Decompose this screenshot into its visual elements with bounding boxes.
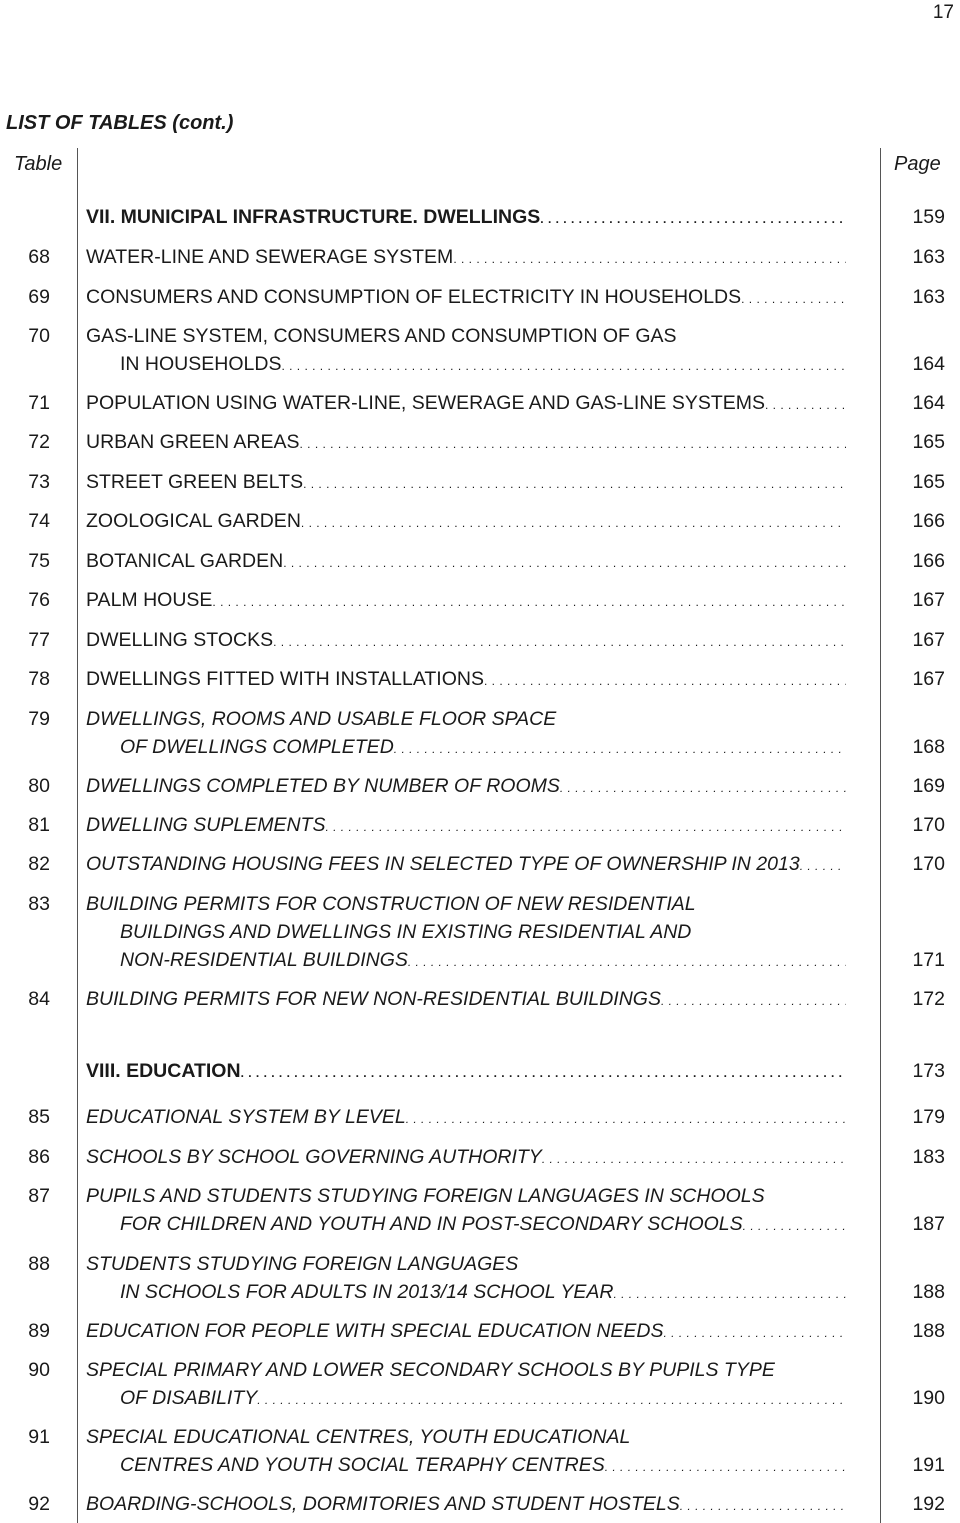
page-number: 17 — [932, 2, 954, 23]
table-number: 79 — [28, 708, 50, 730]
table-number: 81 — [28, 814, 50, 836]
title-line — [86, 850, 846, 880]
page-reference: 165 — [912, 431, 945, 453]
page-reference: 170 — [912, 814, 945, 836]
table-number: 82 — [28, 853, 50, 875]
title-text: DWELLINGS COMPLETED BY NUMBER OF ROOMS — [86, 775, 560, 797]
title-text: BUILDING PERMITS FOR NEW NON-RESIDENTIAL BUILDINGS — [86, 988, 661, 1010]
list-item — [0, 322, 960, 378]
title-text: NON-RESIDENTIAL BUILDINGS — [120, 949, 408, 971]
title-line — [86, 985, 846, 1015]
page-reference: 166 — [912, 510, 945, 532]
dot-leader — [664, 1317, 846, 1347]
page-reference: 173 — [912, 1060, 945, 1082]
title-line — [86, 772, 846, 802]
title-line — [86, 733, 846, 763]
table-title — [86, 468, 846, 498]
table-number: 77 — [28, 629, 50, 651]
table-title — [86, 283, 846, 313]
dot-leader — [741, 283, 846, 313]
list-item — [0, 1182, 960, 1238]
list-item — [0, 203, 960, 231]
title-line: DWELLINGS, ROOMS AND USABLE FLOOR SPACE — [86, 708, 557, 730]
table-title — [86, 705, 846, 763]
dot-leader — [560, 772, 846, 802]
list-item — [0, 507, 960, 535]
list-item — [0, 547, 960, 575]
title-text: FOR CHILDREN AND YOUTH AND IN POST-SECONDARY SCHOOLS — [120, 1213, 743, 1235]
page-reference: 192 — [912, 1493, 945, 1515]
table-number: 86 — [28, 1146, 50, 1168]
title-text: IN HOUSEHOLDS — [120, 353, 282, 375]
table-title — [86, 850, 846, 880]
dot-leader — [241, 1057, 846, 1087]
table-title — [86, 1317, 846, 1347]
dot-leader — [301, 507, 846, 537]
dot-leader — [212, 586, 846, 616]
title-line — [86, 665, 846, 695]
dot-leader — [303, 468, 846, 498]
title-line — [86, 1317, 846, 1347]
title-line: STUDENTS STUDYING FOREIGN LANGUAGES — [86, 1253, 519, 1275]
title-text: WATER-LINE AND SEWERAGE SYSTEM — [86, 246, 454, 268]
title-line — [86, 243, 846, 273]
title-text: BOTANICAL GARDEN — [86, 550, 284, 572]
dot-leader — [408, 946, 846, 976]
list-item — [0, 1143, 960, 1171]
dot-leader — [680, 1490, 846, 1520]
table-number: 88 — [28, 1253, 50, 1275]
list-item — [0, 772, 960, 800]
page-reference: 167 — [912, 629, 945, 651]
page-reference: 187 — [912, 1213, 945, 1235]
table-number: 89 — [28, 1320, 50, 1342]
title-line: PUPILS AND STUDENTS STUDYING FOREIGN LANGUAGES IN SCHOOLS — [86, 1185, 765, 1207]
dot-leader — [283, 547, 846, 577]
dot-leader — [273, 626, 846, 656]
table-number: 92 — [28, 1493, 50, 1515]
title-text: DWELLINGS FITTED WITH INSTALLATIONS — [86, 668, 484, 690]
page-reference: 179 — [912, 1106, 945, 1128]
dot-leader — [743, 1210, 846, 1240]
page-reference: 169 — [912, 775, 945, 797]
table-title — [86, 389, 846, 419]
dot-leader — [800, 850, 846, 880]
list-item — [0, 1317, 960, 1345]
table-number: 87 — [28, 1185, 50, 1207]
table-number: 80 — [28, 775, 50, 797]
list-title: LIST OF TABLES (cont.) — [6, 112, 234, 134]
title-text: VII. MUNICIPAL INFRASTRUCTURE. DWELLINGS — [86, 206, 541, 228]
table-title — [86, 1423, 846, 1481]
title-text: OUTSTANDING HOUSING FEES IN SELECTED TYPE OF OWNERSHIP IN 2013 — [86, 853, 800, 875]
list-item — [0, 1057, 960, 1085]
title-line — [86, 203, 846, 233]
title-line — [86, 283, 846, 313]
title-line — [86, 1490, 846, 1520]
dot-leader — [406, 1103, 846, 1133]
page-reference: 164 — [912, 392, 945, 414]
page-reference: 188 — [912, 1320, 945, 1342]
dot-leader — [765, 389, 846, 419]
title-text: PALM HOUSE — [86, 589, 213, 611]
dot-leader — [484, 665, 846, 695]
title-line — [86, 811, 846, 841]
table-number: 72 — [28, 431, 50, 453]
dot-leader — [299, 428, 846, 458]
list-item — [0, 586, 960, 614]
page-reference: 166 — [912, 550, 945, 572]
table-title — [86, 428, 846, 458]
title-text: DWELLING STOCKS — [86, 629, 274, 651]
dot-leader — [325, 811, 846, 841]
table-number: 78 — [28, 668, 50, 690]
page-reference: 172 — [912, 988, 945, 1010]
table-number: 70 — [28, 325, 50, 347]
table-title — [86, 507, 846, 537]
list-item — [0, 283, 960, 311]
dot-leader — [661, 985, 846, 1015]
table-title — [86, 811, 846, 841]
table-title — [86, 626, 846, 656]
title-text: OF DISABILITY — [120, 1387, 258, 1409]
list-item — [0, 890, 960, 974]
list-item — [0, 705, 960, 761]
list-item — [0, 468, 960, 496]
dot-leader — [394, 733, 846, 763]
page-reference: 171 — [912, 949, 945, 971]
table-title — [86, 1356, 846, 1414]
title-text: POPULATION USING WATER-LINE, SEWERAGE AND GAS-LINE SYSTEMS — [86, 392, 766, 414]
title-line — [86, 350, 846, 380]
list-item — [0, 626, 960, 654]
table-number: 71 — [28, 392, 50, 414]
title-line — [86, 1057, 846, 1087]
title-text: EDUCATION FOR PEOPLE WITH SPECIAL EDUCATION NEEDS — [86, 1320, 664, 1342]
title-line: SPECIAL EDUCATIONAL CENTRES, YOUTH EDUCATIONAL — [86, 1426, 631, 1448]
dot-leader — [540, 203, 846, 233]
dot-leader — [542, 1143, 846, 1173]
page-reference: 183 — [912, 1146, 945, 1168]
dot-leader — [613, 1278, 846, 1308]
list-item — [0, 243, 960, 271]
page-reference: 191 — [912, 1454, 945, 1476]
title-text: CONSUMERS AND CONSUMPTION OF ELECTRICITY IN HOUSEHOLDS — [86, 286, 742, 308]
dot-leader — [281, 350, 846, 380]
title-text: CENTRES AND YOUTH SOCIAL TERAPHY CENTRES — [120, 1454, 605, 1476]
section-heading — [86, 1057, 846, 1087]
page-reference: 164 — [912, 353, 945, 375]
title-line — [86, 428, 846, 458]
list-item — [0, 389, 960, 417]
title-text: EDUCATIONAL SYSTEM BY LEVEL — [86, 1106, 406, 1128]
title-text: IN SCHOOLS FOR ADULTS IN 2013/14 SCHOOL YEAR — [120, 1281, 614, 1303]
table-title — [86, 1490, 846, 1520]
list-item — [0, 850, 960, 878]
title-line — [86, 946, 846, 976]
table-title — [86, 665, 846, 695]
title-line — [86, 1143, 846, 1173]
title-line — [86, 1103, 846, 1133]
list-item — [0, 811, 960, 839]
dot-leader — [257, 1384, 846, 1414]
page-reference: 163 — [912, 286, 945, 308]
table-title — [86, 586, 846, 616]
page-reference: 163 — [912, 246, 945, 268]
table-number: 68 — [28, 246, 50, 268]
table-number: 84 — [28, 988, 50, 1010]
title-line: SPECIAL PRIMARY AND LOWER SECONDARY SCHOOLS BY PUPILS TYPE — [86, 1359, 775, 1381]
table-title — [86, 985, 846, 1015]
table-number: 76 — [28, 589, 50, 611]
title-line — [86, 1278, 846, 1308]
title-line — [86, 389, 846, 419]
page-reference: 188 — [912, 1281, 945, 1303]
table-title — [86, 1182, 846, 1240]
title-text: VIII. EDUCATION — [86, 1060, 241, 1082]
list-item — [0, 985, 960, 1013]
title-text: ZOOLOGICAL GARDEN — [86, 510, 301, 532]
page-reference: 165 — [912, 471, 945, 493]
table-title — [86, 1250, 846, 1308]
table-number: 90 — [28, 1359, 50, 1381]
page-reference: 170 — [912, 853, 945, 875]
table-number: 91 — [28, 1426, 50, 1448]
table-title — [86, 1143, 846, 1173]
list-item — [0, 1423, 960, 1479]
title-line — [86, 626, 846, 656]
title-line — [86, 547, 846, 577]
title-text: URBAN GREEN AREAS — [86, 431, 300, 453]
table-number: 69 — [28, 286, 50, 308]
page-reference: 168 — [912, 736, 945, 758]
list-item — [0, 428, 960, 456]
table-title — [86, 322, 846, 380]
page-reference: 167 — [912, 589, 945, 611]
list-item — [0, 1490, 960, 1518]
title-line: GAS-LINE SYSTEM, CONSUMERS AND CONSUMPTION OF GAS — [86, 325, 677, 347]
table-title — [86, 772, 846, 802]
table-number: 75 — [28, 550, 50, 572]
table-title — [86, 890, 846, 976]
page-reference: 167 — [912, 668, 945, 690]
table-column-header: Table — [14, 153, 63, 175]
table-title — [86, 1103, 846, 1133]
page-reference: 190 — [912, 1387, 945, 1409]
title-line — [86, 468, 846, 498]
dot-leader — [605, 1451, 846, 1481]
title-text: DWELLING SUPLEMENTS — [86, 814, 326, 836]
title-line — [86, 586, 846, 616]
table-number: 74 — [28, 510, 50, 532]
section-heading — [86, 203, 846, 233]
list-item — [0, 1356, 960, 1412]
table-number: 85 — [28, 1106, 50, 1128]
table-number: 73 — [28, 471, 50, 493]
title-line — [86, 1384, 846, 1414]
title-line — [86, 507, 846, 537]
dot-leader — [453, 243, 846, 273]
title-text: STREET GREEN BELTS — [86, 471, 304, 493]
page-column-header: Page — [894, 153, 941, 175]
title-line — [86, 1210, 846, 1240]
list-item — [0, 1103, 960, 1131]
table-title — [86, 243, 846, 273]
title-line: BUILDING PERMITS FOR CONSTRUCTION OF NEW RESIDENTIAL — [86, 893, 696, 915]
title-text: SCHOOLS BY SCHOOL GOVERNING AUTHORITY — [86, 1146, 542, 1168]
page-reference: 159 — [912, 206, 945, 228]
table-title — [86, 547, 846, 577]
title-text: BOARDING-SCHOOLS, DORMITORIES AND STUDENT HOSTELS — [86, 1493, 680, 1515]
list-item — [0, 1250, 960, 1306]
title-text: OF DWELLINGS COMPLETED — [120, 736, 394, 758]
list-item — [0, 665, 960, 693]
title-line — [86, 1451, 846, 1481]
table-number: 83 — [28, 893, 50, 915]
title-line: BUILDINGS AND DWELLINGS IN EXISTING RESIDENTIAL AND — [120, 921, 692, 943]
